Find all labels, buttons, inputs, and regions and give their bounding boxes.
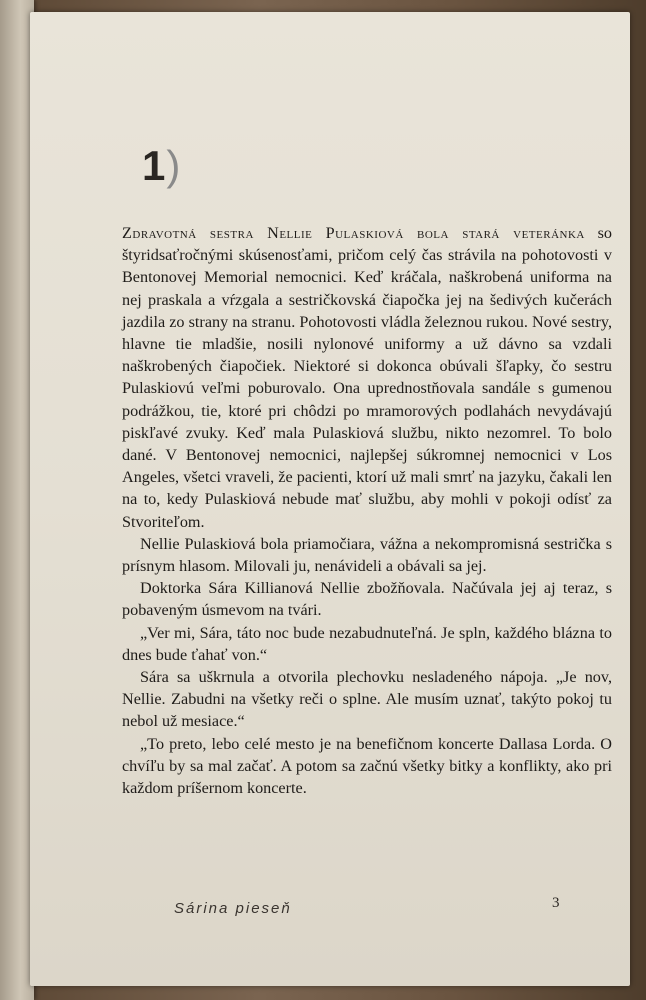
chapter-heading [142,142,181,190]
book-page [30,12,630,986]
paragraph: Sára sa uškrnula a otvorila plechovku nesladeného nápoja. „Je nov, Nellie. Zabudni na všetky reči o splne. Ale musím uznať, takýto pokoj tu nebol už mesiace.“ [122,668,612,731]
paragraph-rest: so štyridsaťročnými skúsenosťami, pričom celý čas strávila na pohotovosti v Bentonovej Memorial nemocnici. Keď kráčala, naškrobená uniforma na nej praskala a vŕzgala a sestričkovská čiapočka jej na šedivých kučerách jazdila zo strany na stranu. Pohotovosti vládla železnou rukou. Nové sestry, hlavne tie mladšie, nosili nylonové uniformy a už dávno sa vzdali naškrobených čiapočiek. Niektoré si dokonca obúvali šľapky, čo sestru Pulaskiovú veľmi poburovalo. Ona uprednostňovala sandále s gumenou podrážkou, tie, ktoré pri chôdzi po mramorových podlahách nevydávajú piskľavé zvuky. Keď mala Pulaskiová službu, nikto nezomrel. To bolo dané. V Bentonovej nemocnici, najlepšej súkromnej nemocnici v Los Angeles, všetci vraveli, že pacienti, ktorí už mali smrť na jazyku, čakali len na to, kedy Pulaskiová nebude mať službu, aby mohli v pokoji odísť za Stvoriteľom. [122,224,612,531]
paragraph: Doktorka Sára Killianová Nellie zbožňovala. Načúvala jej aj teraz, s pobaveným úsmevom na tvári. [122,579,612,620]
left-page-edge [0,0,34,1000]
paragraph-lead: Zdravotná sestra Nellie Pulaskiová bola stará veteránka [122,224,585,242]
page-number: 3 [552,895,560,911]
chapter-paren: ) [166,142,182,189]
body-text [122,222,612,799]
chapter-number: 1 [142,142,167,189]
paragraph: „Ver mi, Sára, táto noc bude nezabudnuteľná. Je spln, každého blázna to dnes bude ťahať von.“ [122,623,612,664]
paragraph: Nellie Pulaskiová bola priamočiara, vážna a nekompromisná sestrička s prísnym hlasom. Milovali ju, nenávideli a obávali sa jej. [122,534,612,576]
paragraph [122,222,612,533]
running-footer-title: Sárina pieseň [174,900,292,917]
paragraph: „To preto, lebo celé mesto je na benefičnom koncerte Dallasa Lorda. O chvíľu by sa mal začať. A potom sa začnú všetky bitky a konflikty, ako pri každom príšernom koncerte. [122,734,612,798]
